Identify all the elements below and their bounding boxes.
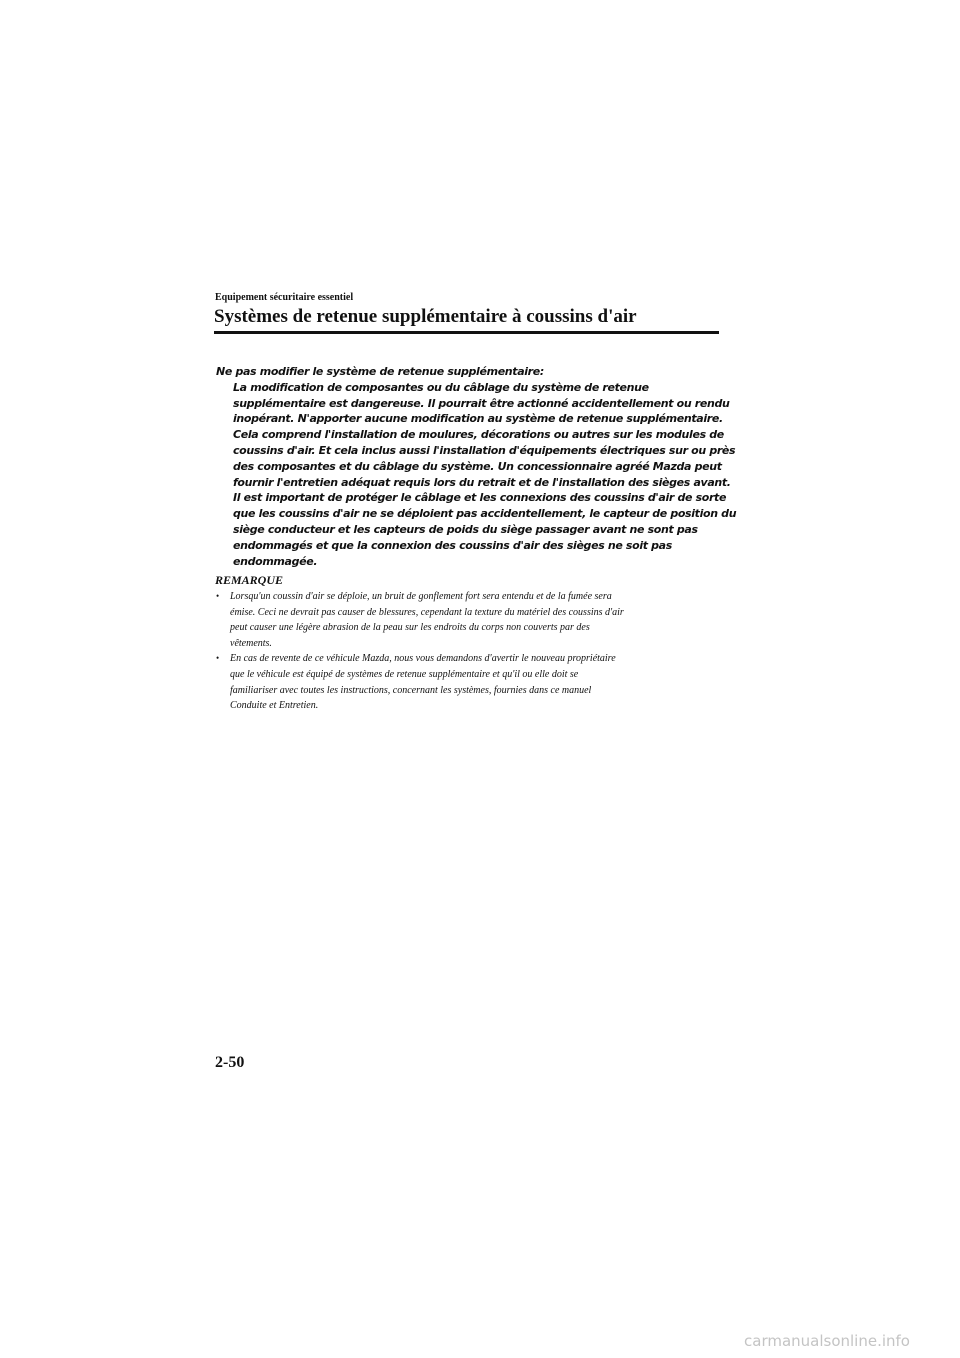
page-number: 2-50 (215, 1054, 245, 1071)
list-item (216, 651, 721, 713)
warning-block (216, 364, 737, 569)
warning-line: Il est important de protéger le câblage et les connexions des coussins d'air de sorte (233, 491, 727, 505)
bullet-icon: • (216, 591, 220, 601)
warning-line: coussins d'air. Et cela inclus aussi l'installation d'équipements électriques sur ou près (233, 443, 736, 457)
warning-line: endommagés et que la connexion des coussins d'air des sièges ne soit pas (233, 538, 672, 552)
section-label: Equipement sécuritaire essentiel (215, 292, 354, 303)
note-line: familiariser avec toutes les instructions, concernant les systèmes, fournies dans ce manuel (230, 684, 592, 696)
warning-line: que les coussins d'air ne se déploient pas accidentellement, le capteur de position du (233, 507, 737, 521)
notes-list (216, 589, 721, 714)
warning-heading: Ne pas modifier le système de retenue supplémentaire: (216, 365, 544, 378)
warning-line: siège conducteur et les capteurs de poids du siège passager avant ne sont pas (233, 522, 698, 536)
note-line: que le véhicule est équipé de systèmes de retenue supplémentaire et qu'il ou elle doit se (230, 668, 579, 680)
title-divider (214, 331, 719, 334)
list-item (216, 589, 721, 651)
note-line: Lorsqu'un coussin d'air se déploie, un bruit de gonflement fort sera entendu et de la fumée sera (230, 591, 612, 602)
watermark-link[interactable]: carmanualsonline.info (744, 1332, 910, 1350)
warning-line: endommagée. (233, 554, 318, 568)
note-heading: REMARQUE (215, 573, 284, 587)
warning-line: Cela comprend l'installation de moulures, décorations ou autres sur les modules de (233, 428, 724, 442)
bullet-icon: • (216, 653, 220, 664)
warning-line: fournir l'entretien adéquat requis lors du retrait et de l'installation des sièges avant. (233, 475, 731, 489)
warning-line: La modification de composantes ou du câblage du système de retenue (233, 380, 649, 394)
note-line: En cas de revente de ce véhicule Mazda, nous vous demandons d'avertir le nouveau propriétaire (230, 653, 616, 665)
note-line: émise. Ceci ne devrait pas causer de blessures, cependant la texture du matériel des coussins d'air (230, 606, 624, 618)
page-title: Systèmes de retenue supplémentaire à coussins d'air (214, 306, 637, 327)
warning-line: supplémentaire est dangereuse. Il pourrait être actionné accidentellement ou rendu (233, 396, 730, 410)
note-line: vêtements. (230, 637, 272, 649)
note-line: peut causer une légère abrasion de la peau sur les endroits du corps non couverts par des (230, 622, 590, 634)
warning-line: des composantes et du câblage du système. Un concessionnaire agréé Mazda peut (233, 459, 722, 473)
warning-body (216, 380, 737, 570)
note-line: Conduite et Entretien. (230, 700, 319, 712)
warning-line: inopérant. N'apporter aucune modification au système de retenue supplémentaire. (233, 412, 723, 426)
